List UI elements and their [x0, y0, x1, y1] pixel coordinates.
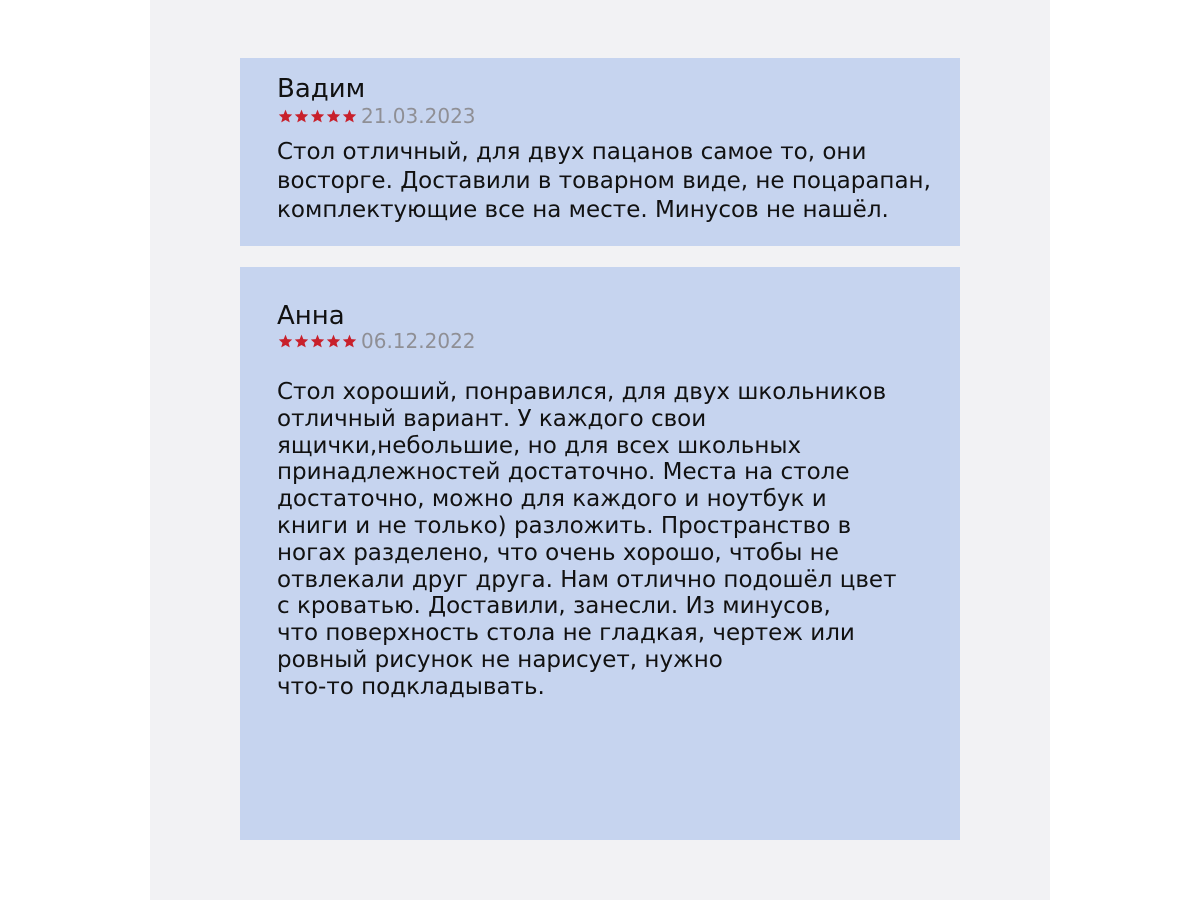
- review-text: [277, 138, 940, 225]
- page-background: [150, 0, 1050, 900]
- review-meta: [278, 106, 476, 126]
- star-icon: [342, 334, 357, 348]
- review-text-line: что-то подкладывать.: [277, 673, 545, 700]
- review-text-line: отличный вариант. У каждого свои: [277, 405, 707, 432]
- review-text-line: восторге. Доставили в товарном виде, не поцарапан,: [277, 168, 931, 194]
- review-text-line: комплектующие все на месте. Минусов не нашёл.: [277, 197, 889, 223]
- review-author: Вадим: [277, 74, 366, 104]
- star-icon: [278, 109, 293, 123]
- review-card: [240, 267, 960, 840]
- star-icon: [342, 109, 357, 123]
- review-text-line: книги и не только) разложить. Пространство в: [277, 512, 852, 539]
- review-date: 06.12.2022: [361, 329, 476, 353]
- review-text-line: достаточно, можно для каждого и ноутбук и: [277, 486, 827, 513]
- star-icon: [310, 109, 325, 123]
- star-icon: [326, 334, 341, 348]
- review-text-line: Стол отличный, для двух пацанов самое то, они: [277, 139, 867, 165]
- star-icon: [278, 334, 293, 348]
- review-text-line: отвлекали друг друга. Нам отлично подошёл цвет: [277, 566, 897, 593]
- review-text-line: ровный рисунок не нарисует, нужно: [277, 646, 723, 673]
- star-icon: [326, 109, 341, 123]
- review-date: 21.03.2023: [361, 104, 476, 128]
- star-icon: [294, 109, 309, 123]
- review-meta: [278, 331, 476, 351]
- review-text-line: ногах разделено, что очень хорошо, чтобы не: [277, 539, 839, 566]
- review-text-line: что поверхность стола не гладкая, чертеж или: [277, 620, 855, 647]
- review-card: [240, 58, 960, 246]
- review-text-line: принадлежностей достаточно. Места на столе: [277, 459, 850, 486]
- review-text-line: с кроватью. Доставили, занесли. Из минусов,: [277, 593, 831, 620]
- review-author: Анна: [277, 301, 345, 331]
- review-text-line: Стол хороший, понравился, для двух школьников: [277, 379, 887, 405]
- rating-stars: [278, 109, 357, 123]
- star-icon: [310, 334, 325, 348]
- rating-stars: [278, 334, 357, 348]
- star-icon: [294, 334, 309, 348]
- review-text-line: ящички,небольшие, но для всех школьных: [277, 432, 802, 459]
- review-text: [277, 379, 940, 701]
